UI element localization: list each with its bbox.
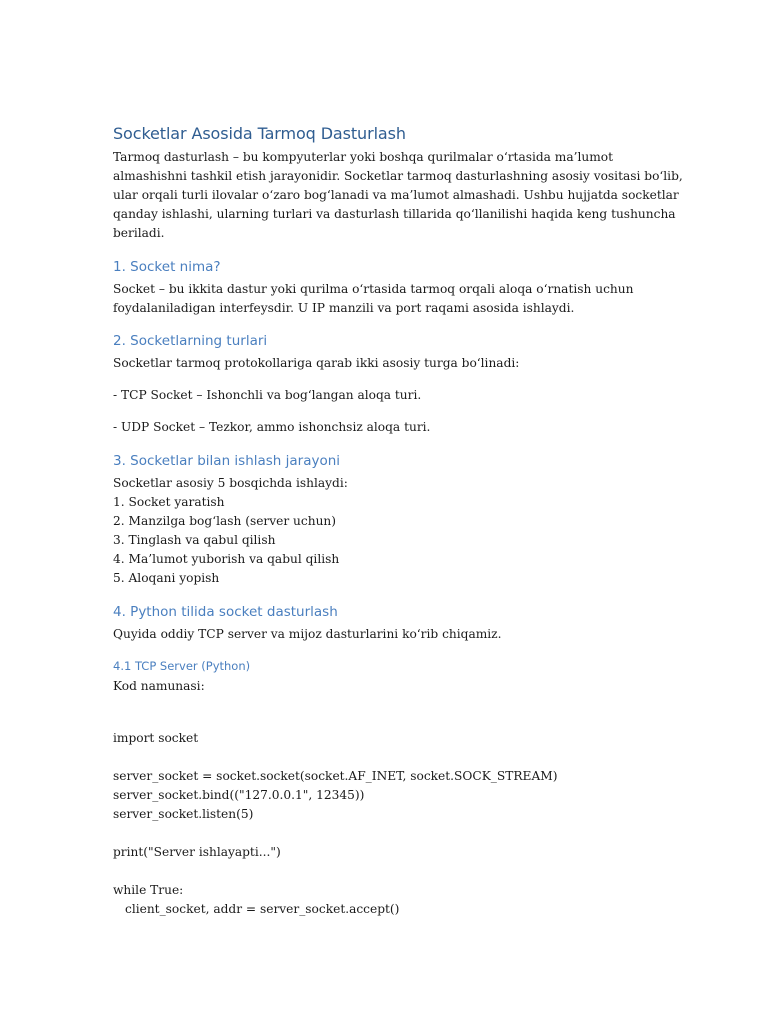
section-2-heading: 2. Socketlarning turlari (113, 333, 268, 349)
section-1-line-2: foydalaniladigan interfeysdir. U IP manzili va port raqami asosida ishlaydi. (113, 301, 575, 315)
intro-line-5: beriladi. (113, 226, 165, 240)
intro-line-2: almashishni tashkil etish jarayonidir. Socketlar tarmoq dasturlashning asosiy vositasi bo‘lib, (113, 169, 683, 183)
code-label: Kod namunasi: (113, 679, 205, 693)
section-3-step-2: 2. Manzilga bog‘lash (server uchun) (113, 514, 337, 528)
intro-line-3: ular orqali turli ilovalar o‘zaro bog‘lanadi va ma’lumot almashadi. Ushbu hujjatda socketlar (113, 188, 679, 202)
code-line-listen: server_socket.listen(5) (113, 807, 254, 821)
code-line-while: while True: (113, 883, 184, 897)
section-2-intro: Socketlar tarmoq protokollariga qarab ikki asosiy turga bo‘linadi: (113, 356, 520, 370)
section-1-line-1: Socket – bu ikkita dastur yoki qurilma o‘rtasida tarmoq orqali aloqa o‘rnatish uchun (113, 282, 634, 296)
section-3-step-4: 4. Ma’lumot yuborish va qabul qilish (113, 552, 340, 566)
section-3-step-3: 3. Tinglash va qabul qilish (113, 533, 276, 547)
code-line-socket-create: server_socket = socket.socket(socket.AF_INET, socket.SOCK_STREAM) (113, 769, 558, 783)
section-4-heading: 4. Python tilida socket dasturlash (113, 604, 338, 620)
section-2-tcp-item: - TCP Socket – Ishonchli va bog‘langan aloqa turi. (113, 388, 422, 402)
intro-line-4: qanday ishlashi, ularning turlari va dasturlash tillarida qo‘llanilishi haqida keng tushuncha (113, 207, 676, 221)
section-4-intro: Quyida oddiy TCP server va mijoz dasturlarini ko‘rib chiqamiz. (113, 627, 502, 641)
section-3-step-1: 1. Socket yaratish (113, 495, 225, 509)
code-line-import: import socket (113, 731, 199, 745)
section-1-heading: 1. Socket nima? (113, 259, 221, 275)
section-4-1-heading: 4.1 TCP Server (Python) (113, 659, 251, 673)
code-line-bind: server_socket.bind(("127.0.0.1", 12345)) (113, 788, 365, 802)
intro-line-1: Tarmoq dasturlash – bu kompyuterlar yoki boshqa qurilmalar o‘rtasida ma’lumot (113, 150, 614, 164)
section-3-line-1: Socketlar asosiy 5 bosqichda ishlaydi: (113, 476, 348, 490)
code-line-accept: client_socket, addr = server_socket.accept() (125, 902, 400, 916)
section-3-heading: 3. Socketlar bilan ishlash jarayoni (113, 453, 341, 469)
code-line-print: print("Server ishlayapti...") (113, 845, 281, 859)
document-title: Socketlar Asosida Tarmoq Dasturlash (113, 124, 406, 143)
section-3-step-5: 5. Aloqani yopish (113, 571, 220, 585)
section-2-udp-item: - UDP Socket – Tezkor, ammo ishonchsiz aloqa turi. (113, 420, 431, 434)
